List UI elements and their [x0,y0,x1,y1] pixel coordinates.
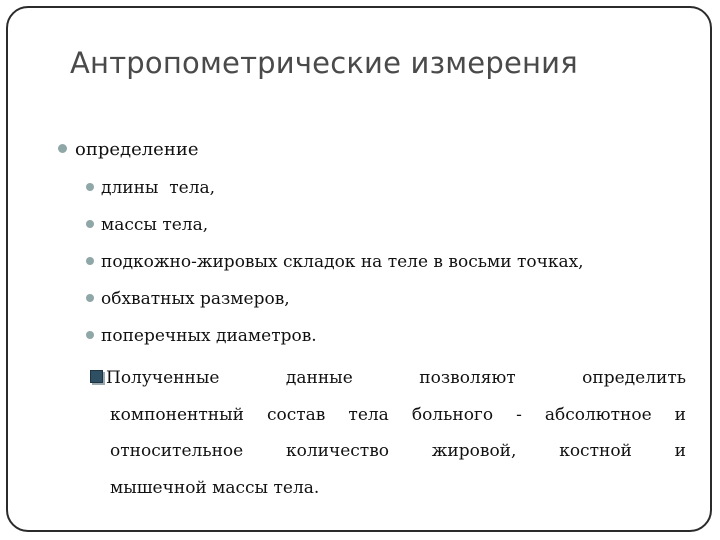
bullet-dot-icon [86,257,94,265]
conclusion-paragraph [92,360,686,506]
sub-bullet-text: обхватных размеров, [101,289,290,309]
paragraph-line-text: Полученные данные позволяют определить [106,368,686,388]
sub-bullet-skinfolds [86,252,584,272]
bullet-dot-icon [86,183,94,191]
bullet-definition [58,139,198,160]
sub-bullet-body-mass [86,215,208,235]
bullet-dot-icon [86,331,94,339]
paragraph-line: относительное количество жировой, костной и [110,441,686,461]
bullet-dot-icon [86,294,94,302]
checkbox-bullet-icon [90,370,103,383]
bullet-definition-text: определение [75,139,199,160]
slide-frame [6,6,712,532]
sub-bullet-text: длины тела, [101,178,216,198]
bullet-dot-icon [58,144,67,153]
sub-bullet-girths [86,289,290,309]
paragraph-line: мышечной массы тела. [110,477,320,498]
sub-bullet-text: поперечных диаметров. [101,326,317,346]
bullet-dot-icon [86,220,94,228]
sub-bullet-text: подкожно-жировых складок на теле в восьми точках, [101,252,584,272]
paragraph-line [90,360,686,397]
slide-title: Антропометрические измерения [70,46,578,80]
sub-bullet-text: массы тела, [101,215,209,235]
sub-bullet-diameters [86,326,317,346]
paragraph-line: компонентный состав тела больного - абсолютное и [110,404,686,425]
sub-bullet-body-length [86,178,215,198]
